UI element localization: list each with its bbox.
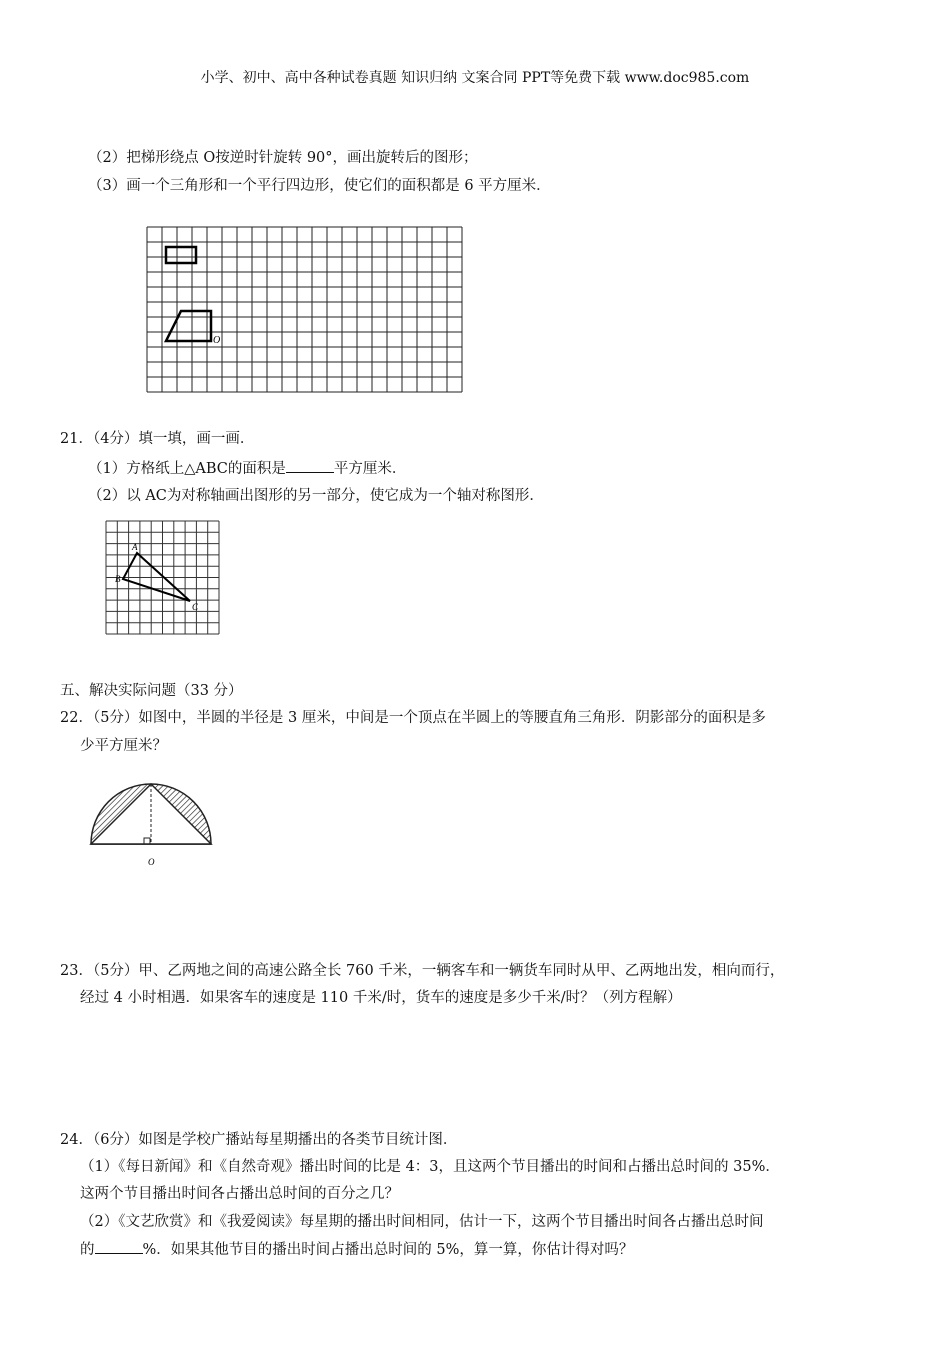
q21-part1-unit: 平方厘米．: [333, 461, 407, 477]
page-header: 小学、初中、高中各种试卷真题 知识归纳 文案合同 PPT等免费下载 www.doc985.com: [200, 70, 750, 86]
q24-part2-text: %．如果其他节目的播出时间占播出总时间的 5%，算一算，你估计得对吗？: [142, 1242, 634, 1258]
q23-line2: 经过 4 小时相遇．如果客车的速度是 110 千米/时，货车的速度是多少千米/时？（列方程解）: [80, 990, 682, 1006]
q21-part1: [88, 458, 406, 479]
q20-part2: （2）把梯形绕点 O按逆时针旋转 90°，画出旋转后的图形；: [88, 150, 478, 166]
trapezoid-shape: [166, 311, 211, 341]
q24-part2-prefix: 的: [80, 1242, 95, 1258]
q21-answer-blank[interactable]: [286, 458, 334, 473]
q21-part2: （2）以 AC为对称轴画出图形的另一部分，使它成为一个轴对称图形．: [88, 488, 544, 504]
vertex-c-label: C: [192, 602, 199, 612]
grid-point-o-label: O: [213, 335, 221, 346]
q20-grid-figure: [145, 225, 467, 395]
q24-part2-line2: [80, 1239, 633, 1260]
q22-line1: 22．（5分）如图中，半圆的半径是 3 厘米，中间是一个顶点在半圆上的等腰直角三角形．阴影部分的面积是多: [60, 710, 766, 726]
q24-part1-line1: （1）《每日新闻》和《自然奇观》播出时间的比是 4：3，且这两个节目播出的时间和占播出总时间的 35%．: [80, 1159, 780, 1175]
q22-semicircle-figure: [86, 766, 216, 871]
vertex-b-label: B: [115, 574, 121, 584]
q21-part1-text: （1）方格纸上△ABC的面积是: [88, 461, 286, 477]
q21-grid-figure: [103, 518, 227, 638]
center-o-label: O: [148, 857, 155, 867]
q20-part3: （3）画一个三角形和一个平行四边形，使它们的面积都是 6 平方厘米．: [88, 178, 551, 194]
q24-part1-line2: 这两个节目播出时间各占播出总时间的百分之几？: [80, 1186, 399, 1202]
q23-line1: 23．（5分）甲、乙两地之间的高速公路全长 760 千米，一辆客车和一辆货车同时从甲、乙两地出发，相向而行，: [60, 963, 785, 979]
q24-answer-blank[interactable]: [95, 1239, 143, 1254]
q24-part2-line1: （2）《文艺欣赏》和《我爱阅读》每星期的播出时间相同，估计一下，这两个节目播出时间各占播出总时间: [80, 1214, 764, 1230]
vertex-a-label: A: [132, 542, 138, 552]
section5-title: 五、解决实际问题（33 分）: [60, 683, 243, 699]
q22-line2: 少平方厘米？: [80, 738, 167, 754]
q21-title: 21．（4分）填一填，画一画．: [60, 431, 255, 447]
q24-title: 24．（6分）如图是学校广播站每星期播出的各类节目统计图．: [60, 1132, 458, 1148]
